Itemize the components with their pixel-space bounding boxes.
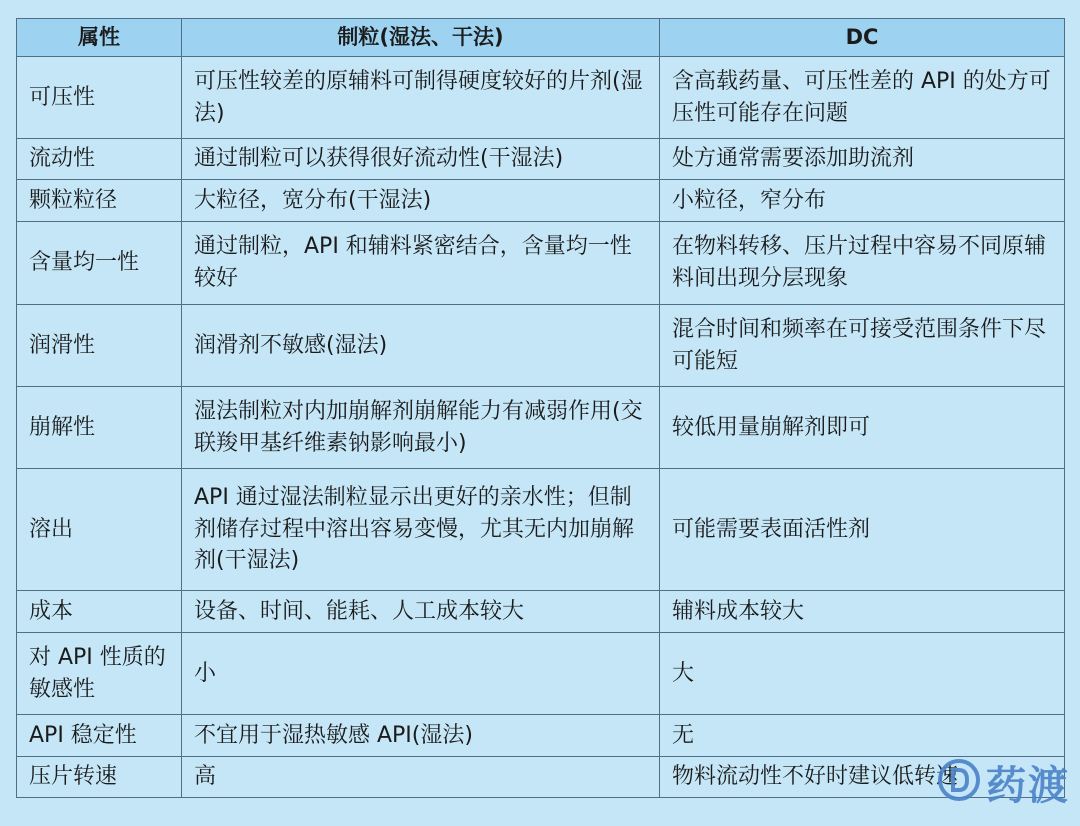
- cell-granulation: 高: [182, 757, 660, 798]
- yaodu-logo-icon: [936, 757, 982, 807]
- header-dc: DC: [660, 19, 1065, 57]
- cell-attribute: API 稳定性: [17, 715, 182, 757]
- cell-granulation: 设备、时间、能耗、人工成本较大: [182, 591, 660, 633]
- table-row: [17, 715, 1065, 757]
- cell-granulation: 可压性较差的原辅料可制得硬度较好的片剂(湿法): [182, 57, 660, 139]
- table-row: [17, 305, 1065, 387]
- cell-attribute: 颗粒粒径: [17, 180, 182, 222]
- table-row: [17, 222, 1065, 305]
- table-row: [17, 633, 1065, 715]
- cell-granulation: 通过制粒可以获得很好流动性(干湿法): [182, 139, 660, 180]
- table-row: [17, 57, 1065, 139]
- cell-granulation: 湿法制粒对内加崩解剂崩解能力有减弱作用(交联羧甲基纤维素钠影响最小): [182, 387, 660, 469]
- table-row: [17, 591, 1065, 633]
- cell-attribute: 对 API 性质的敏感性: [17, 633, 182, 715]
- cell-attribute: 成本: [17, 591, 182, 633]
- cell-attribute: 含量均一性: [17, 222, 182, 305]
- cell-dc: 物料流动性不好时建议低转速: [660, 757, 1065, 798]
- cell-granulation: 不宜用于湿热敏感 API(湿法): [182, 715, 660, 757]
- cell-dc: 辅料成本较大: [660, 591, 1065, 633]
- cell-attribute: 流动性: [17, 139, 182, 180]
- cell-attribute: 可压性: [17, 57, 182, 139]
- cell-attribute: 崩解性: [17, 387, 182, 469]
- table-row: [17, 387, 1065, 469]
- table-row: [17, 180, 1065, 222]
- table-row: [17, 757, 1065, 798]
- cell-dc: 无: [660, 715, 1065, 757]
- cell-dc: 处方通常需要添加助流剂: [660, 139, 1065, 180]
- cell-attribute: 压片转速: [17, 757, 182, 798]
- cell-granulation: 小: [182, 633, 660, 715]
- watermark: [936, 754, 1070, 810]
- cell-dc: 在物料转移、压片过程中容易不同原辅料间出现分层现象: [660, 222, 1065, 305]
- cell-dc: 混合时间和频率在可接受范围条件下尽可能短: [660, 305, 1065, 387]
- table-row: [17, 139, 1065, 180]
- cell-dc: 含高载药量、可压性差的 API 的处方可压性可能存在问题: [660, 57, 1065, 139]
- cell-granulation: API 通过湿法制粒显示出更好的亲水性；但制剂储存过程中溶出容易变慢，尤其无内加崩解剂(干湿法): [182, 469, 660, 591]
- cell-granulation: 大粒径，宽分布(干湿法): [182, 180, 660, 222]
- cell-dc: 较低用量崩解剂即可: [660, 387, 1065, 469]
- table-row: [17, 469, 1065, 591]
- watermark-text: 药渡: [986, 762, 1070, 809]
- comparison-table: [16, 18, 1065, 798]
- header-granulation: 制粒(湿法、干法): [182, 19, 660, 57]
- cell-attribute: 润滑性: [17, 305, 182, 387]
- cell-attribute: 溶出: [17, 469, 182, 591]
- table-header-row: [17, 19, 1065, 57]
- cell-granulation: 润滑剂不敏感(湿法): [182, 305, 660, 387]
- header-attribute: 属性: [17, 19, 182, 57]
- cell-dc: 小粒径，窄分布: [660, 180, 1065, 222]
- cell-granulation: 通过制粒，API 和辅料紧密结合，含量均一性较好: [182, 222, 660, 305]
- cell-dc: 大: [660, 633, 1065, 715]
- cell-dc: 可能需要表面活性剂: [660, 469, 1065, 591]
